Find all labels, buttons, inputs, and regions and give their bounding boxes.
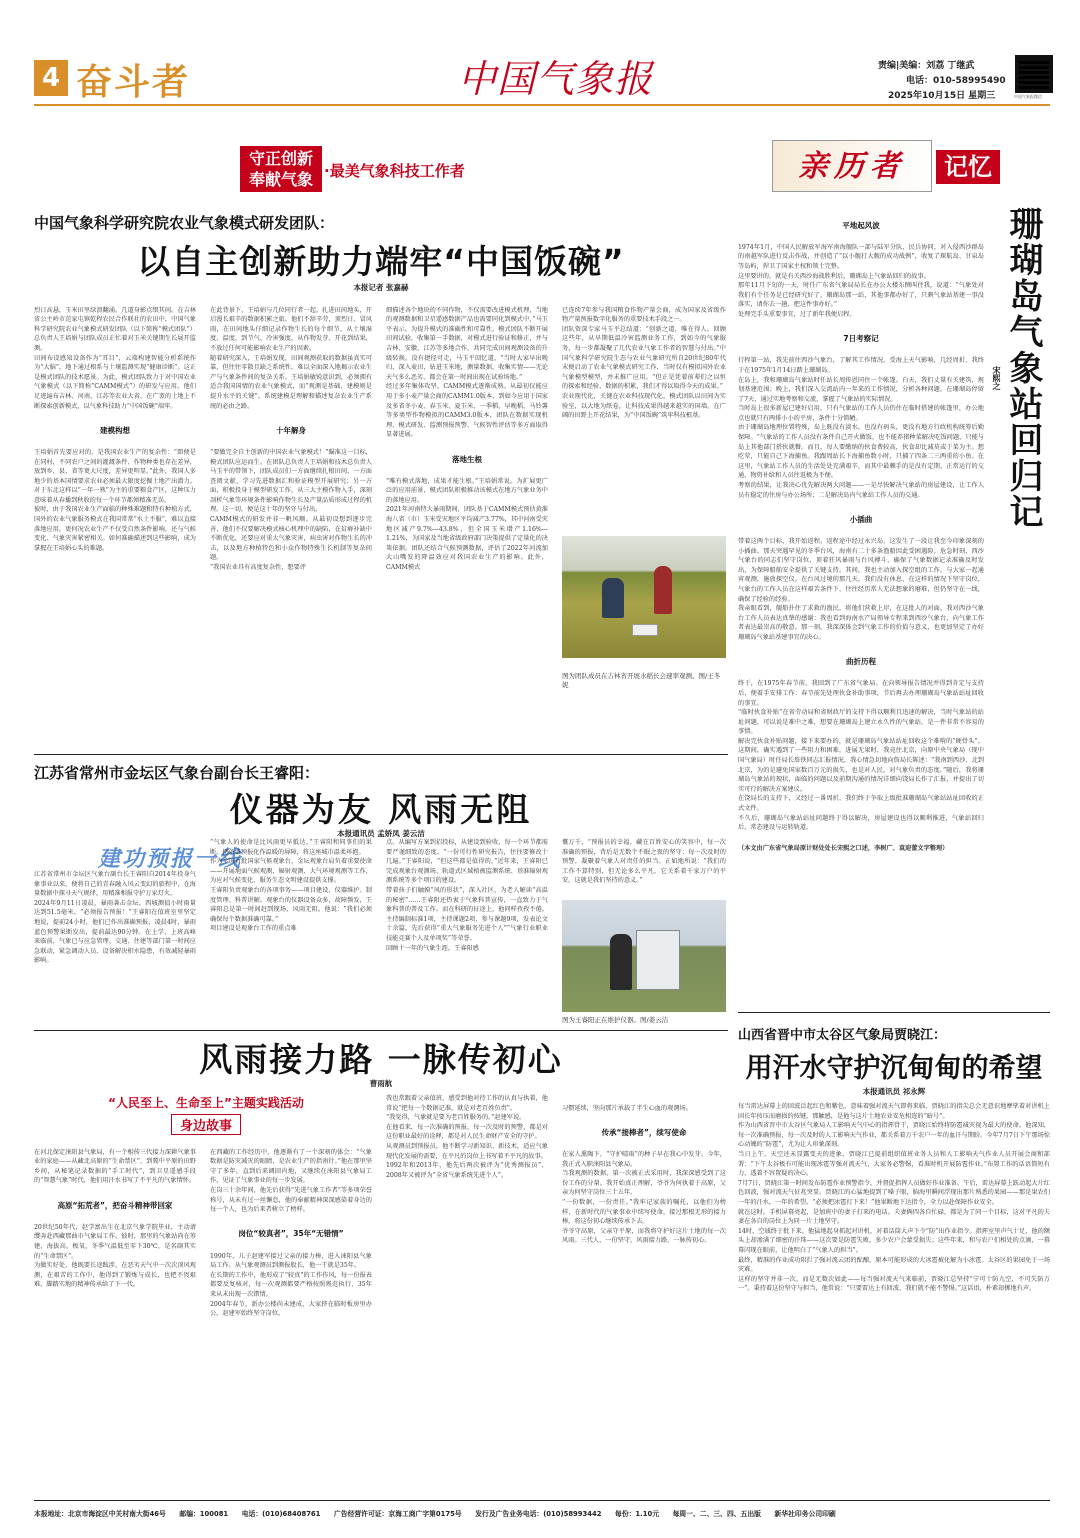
technician-figure bbox=[610, 934, 632, 990]
byline: 曹雨航 bbox=[369, 1079, 393, 1088]
column-4: 慨万千，“预报员的幸福，藏在百姓安心的笑容中，每一次准确的预报，背后是无数个不眠之夜的坚守；每一次及时的预警，凝聚着气象人对责任的担当。正如地所说：“我们的工作不算特别，但无论多么平凡，它关系着千家万户的平安。这就是我们坚持的意义。” bbox=[562, 839, 726, 885]
series-badge: 守正创新 奉献气象 bbox=[240, 146, 322, 192]
memoir-banner bbox=[772, 140, 1012, 194]
byline: 本报通讯员 祁永辉 bbox=[862, 1087, 926, 1096]
banner-title: 亲历者 bbox=[772, 140, 932, 192]
memoir-subhead-c: 小插曲 bbox=[849, 514, 873, 524]
column-1: 江苏省常州市金坛区气象台副台长王睿阳自2014年投身气象事业以来，便将自己的青春融入风云变幻的旅程中，在海量数据中探寻天气规律，用精准相报守护万家灯火。 2024年9月11日凌晨，暴雨袭击金坛。西城测值小时雨量达到51.5毫米。“必须报告预报！”王睿阳在值班室里坚定地说，提前24小时，他们已作出准确预报，凌晨4时，暴雨蓝色预警果断发出，提前最达90分钟。在上学、上班高峰来临前，气象已与应急管理、交通、住建等部门第一时间应急联动，紧急调动人员、设备解决积水隐患，有效减轻暴雨影响。 bbox=[34, 871, 196, 965]
kicker: 山西省晋中市太谷区气象局贾晓江： bbox=[738, 1028, 947, 1043]
article-three-generations bbox=[34, 1034, 728, 1494]
series-subtitle: 身边故事 bbox=[171, 1114, 241, 1135]
subhead-1: 建模构想 bbox=[100, 425, 130, 435]
series-title: ·最美气象科技工作者 bbox=[324, 162, 465, 180]
footer: 本报地址：北京市海淀区中关村南大街46号 邮编：100081 电话：(010)68408761 广告经营许可证：京海工商广字第0175号 发行及广告业务电话：(010)58993442 每份：1.10元 每周一、二、三、四、五出版 新华社印务公司印刷 bbox=[34, 1510, 836, 1518]
series-banner: 建功预报一线 bbox=[98, 847, 243, 872]
subhead-1: 高原“拓荒者”，把奋斗精神带回家 bbox=[57, 1200, 173, 1210]
editor-info: 责编|美编：刘荔 丁继武 bbox=[878, 61, 975, 71]
memoir-note: （本文由广东省气象局原计财处处长宋熙之口述，李树广、袁迎蕾文字整理） bbox=[738, 845, 949, 853]
headline: 用汗水守护沉甸甸的希望 bbox=[745, 1053, 1043, 1084]
researcher-figure bbox=[654, 566, 672, 614]
series-banner bbox=[64, 1094, 348, 1134]
phone-info: 电话：010-58995490 bbox=[906, 76, 1006, 86]
column-2: “气象人的使命是比风雨更早抵达。”王睿阳和同事们的果断，把条条预报化作温暖的屏障，将这座城市温柔环抱。 作为全国首批国家气候观象台，金坛观象台肩负着重要使命——开展地面气候观测、辐射观测、大气环境观测等工作，为应对气候变化、服务生态文明建设提供支撑。 王睿阳负责观象台的各项事务——项目建设、仪器维护、制度管理、科普讲解。观象台的仪器设备众多，故障频发，王睿阳总是第一时间赶到现场，风雨无阻。他说：“我们必须确保每个数据准确可靠。” 项目建设是观象台工作的重点难 bbox=[210, 839, 372, 933]
qr-caption: 中国气象报微信 bbox=[1014, 94, 1042, 99]
article-modeling-team bbox=[34, 112, 728, 689]
headline: 仪器为友 风雨无阻 bbox=[229, 790, 533, 829]
column-4: 习惯延续，坚向那片承载了半生心血的观测场。 传承“接棒者”，续写使命 在家人熏陶下，“守护晴雨”的种子早在我心中发芽。今年，我正式入职涞阳县气象局。 当我观测的数据，第一次被正式采用时，我深深感受到了这份工作的分量。我开始真正理解，爷爷为何执着于高原，父亲为何坚守岗位三十五年。 “一份数据，一份责任。”我牢记家族的嘱托，以他们为榜样，在新时代的气象事业中续写使命，接过那根无形的接力棒，将这份初心继续传承下去。 爷爷守高原，父亲守平原，而我将守护好这片土地的每一次风雨。三代人，一份坚守，风雨接力路，一脉传初心。 bbox=[562, 1104, 726, 1245]
qr-code-icon bbox=[1016, 56, 1052, 92]
photo-caption: 图为团队成员在吉林省开展水稻长会速率观测。图/王冬妮 bbox=[562, 672, 721, 689]
instrument-photo bbox=[562, 900, 726, 1012]
memoir-subhead-d: 曲折历程 bbox=[846, 657, 876, 667]
memoir-author: 宋熙之 bbox=[992, 366, 1001, 390]
banner-subtitle: 记忆 bbox=[936, 150, 1000, 184]
subhead-2: 十年解身 bbox=[276, 425, 306, 435]
column-3: 细描述各个地块的不同作物，不仅需要改进模式机理，当地的观测数据和卫星遥感数据产品也需要同化到模式中，”马玉平表示。为提升模式的准确性和可靠性，模式团队不断开展田间试验，收集第一手数据，对模式进行验证和修正，并与吉林、安徽、江苏等多地合作，共同完成田间观测设备的升级转换。没有捷径可走，马玉平回忆道，“当时大家早出晚归，深入麦田，钻进玉米地，测量数据，收集实情——无论天气多么恶劣，都会在第一时间出现在试验场地。” 经过多年集体攻坚，CAMM模式逐渐成熟。从最初仅能应用于多小麦产量会商的CAMM1.0版本，到如今应用于国家及多省冬小麦、春玉米、夏玉米、一季稻、早晚稻、马铃薯等多类型作物模拟的CAMM3.0版本，团队在数据实现机理、模式研发、监测预报预警、气候智性评估等多方面取得显著进展。 落地生根 “唯有模式落地，成果才能生根。”王培娟常说。为扩展更广泛的应用前景，模式团队积极推动该模式在地方气象业务中的落地应用。 2021年河南特大暴雨期间，团队基于CAMM模式预估黄淮海八省（市）玉米受灾地区平均减产3.77%，其中河南受灾地区减产9.7%—43.8%，但全国玉米增产1.16%—1.21%，为国家及当地省级政府部门决策提供了定量化的决策依据。团队还结合气候预测数据，评估了2022年河流加大山嘴发的降温效应对我国农业生产的影响。此外，CAMM模式 bbox=[386, 306, 548, 572]
byline: 本报通讯员 孟娇凤 姜云洁 bbox=[337, 829, 425, 838]
researcher-figure bbox=[602, 578, 624, 618]
page-number-badge: 4 bbox=[34, 60, 68, 96]
article-wang-ruiyang bbox=[34, 758, 728, 1024]
field-photo bbox=[562, 536, 726, 658]
subhead-3: 落地生根 bbox=[452, 454, 482, 464]
masthead-rule bbox=[34, 104, 1050, 106]
column-3: 点。从编写方案到招投标，从建设到验收，每一个环节都需要严谨细致的态度。“一份可行性研究报告，往往要修改十几遍。”王睿阳说，“但这些都是值得的。”近年来，王睿阳已完成观象台观测场、轨道式区域植被监测系统、基准辐射观测系统等多个项目的建设。 带着孩子们触摸“风的形状”，深入社区，为老人解读“高温的秘密”……王睿阳还热衷于气象科普宣传，一直致力于气象科普的普及工作。而在科研的征途上，他同样孜孜不倦。主持编制标准1项，主持课题2项，参与课题9项，发表论文十余篇，先后获得“重大气象服务先进个人”“气象行业职业技能竞赛个人及单项奖”等荣誉。 回顾十一年的气象生涯，王睿阳感 bbox=[386, 839, 548, 952]
subhead-4: 传承“接棒者”，续写使命 bbox=[601, 1127, 687, 1137]
article-jia-xiaojiang bbox=[738, 1018, 1050, 1492]
kicker: 江苏省常州市金坛区气象台副台长王睿阳： bbox=[34, 764, 320, 782]
divider bbox=[34, 1030, 728, 1031]
column-1: 在河北保定涞阳县气象局，有一个相传三代接力深耕气象事业的家庭——从藏北高原的“生命禁区”，到冀中平原的田野乡间，从秘笔记录数据的“手工时代”，到卫星遥感手段的“智慧气象”时代，他们用汗水书写了不平凡的气象情怀。 高原“拓荒者”，把奋斗精神带回家 20世纪50年代，赵学富出生在北京气象学院毕业，主动请缨奔赴西藏那曲市气象局工作。彼时，那里的气象站尚在筹建，海拔高，极氧，冬季气温低至零下30℃，是名副其实的“生命禁区”。 为做实好处，他既要长途跋涉，在恶劣天气中一次次顶风观测，在艰苦的工作中，他得到了锻炼与成长，也把不畏艰难、脚踏实地的精神传承给了下一代。 bbox=[34, 1148, 196, 1289]
masthead bbox=[0, 0, 1080, 108]
memoir-text: 平地起风波 1974年1月，中国人民解放军海军南海舰队一部与陆军分队、民兵协同，对入侵西沙群岛的南越军队进行反击作战，并创造了“以小舰打大舰的成功战例”，收复了琛航岛、甘泉岛等岛屿，捍卫了国家主权和领土完整。 这里要讲的，就是有关西沙海战胜利后，珊瑚岛上气象站回归的故事。 那年11月下旬的一天，时任广东省气象局局长在办公大楼东侧叫住我，说道：“气象处对我们有个任务是已经研究好了，珊瑚岛那一站，其他事都办好了，只剩气象站基建一事没落实，请你去一趟，把这件事办好。” 处理完手头重要事宜，过了新年我便启程。 7日考察记 行程第一站，我先前往西沙气象台，了解其工作情况。受海上天气影响，几经周折，我终于在1975年1月14日踏上珊瑚岛。 在岛上，我和珊瑚岛气象站时任站长周传恩同住一个帐篷。白天，我们丈量有关建筑，规划基建范围；晚上，我们深入交流站内一年来的工作情况，分析各种问题。在珊瑚岛停留了7天，通过实地考察和交流，掌握了气象站的实际情况。 当时岛上很多新屋已建好启用，只有气象站的工作人员仍住在临时搭建的帐篷里，办公地点也就只有两排小小的平房，条件十分简陋。 由于珊瑚岛地理位置特殊，岛上既没有淡水，也没有码头，更没有地方行政机构统筹后勤保障。“气象站的工作人员没有条件自己开火做饭，也不能养猪种菜解决吃饭问题，只能与岛上其他部门搭伙就餐。而且，每人要缴纳的伙食费较高，伙食却比减莫或于菜为主。想吃荤，只能自己下海捕鱼。我跟周站长下海捕鱼数小时，只捕了四条二三两重的小鱼。在这里，气象站工作人员的生活处处充满艰辛，而其中最棘手的是没有定期、正常运行的交通，物资补给和人员往返极为不便。 考察的结果，让我决心优先解决两大问题——一是尽快解决气象站的房屋建设，让工作人员有稳定的住房与办公场所；二是解决岛内气象站工作人员的交通。 小插曲 带着这两个目标，我开始返程。返程途中经过永兴岛，这发生了一段让我至今印象深刻的小插曲。那天突遇罕见的冬季台风，海南有二十多条渔船因此受困遇险。危急时刻，西沙气象台的同志们坚守岗位，顶着狂风暴雨与台风搏斗，确保了气象数据记录准确及时发出，为保障船舶安全提供了关键支持。其间，我也主动加入探空组的工作，与大家一起通宵观测，施放探空仪。在台风过境的那几天，我们没有休息，在这样的情况下坚守岗位，气象台的工作人员在这样艰苦条件下，往往经历常人无法想象的磨难，但仍坚守在一线，确保了经验的经验。 我亲眼看到，舰船扑住了求救的渔民，将他们营救上岸，在这批人的对面，我对西沙气象台工作人员表达真挚的感谢：我也看到海南水产局领导专程来到西沙气象台，向气象工作者表达最崇高的敬意。那一刻，我深深体会到气象工作的价值与意义，也更加坚定了办好珊瑚岛气象站基建事宜的决心。 曲折历程 终于，在1975年春节前，我回到了广东省气象局。在向领导报告情况并得到肯定与支持后，便着手安排工作：春节前先处理伙食补助事项，节后再去办理珊瑚岛气象站站址回收的事宜。 “临时伙食补贴”在省劳动局和省财政厅的支持下得以顺利且迅速的解决，当时气象站的站址问题，可以说是难中之难，想要在珊瑚岛上建立永久性的气象站，是一件非常不容易的事情。 解决完伙食补贴问题，接下来要办的，就是珊瑚岛气象站站址回收这个难啃的“硬骨头”。这期间，确实遇到了一些阻力和困难，进展无果时，我竟住北京，向原中央气象局（现中国气象局）时任局长詹铁同志汇报情况，我心情急切地向詹局长陈述：“我南到西沙，北到北京，为的是避免国家数百万元的损失，也是对人民，对气象负责的态度。”随后，我将珊瑚岛气象站的现状，面临的问题以及前期沟通的情况详细向饶局长作了汇报，并提出了切实可行的解决方案建议。 在饶局长的支持下，又经过一番周折，我们终于争取上级批准珊瑚岛气象站站址回收的正式文件。 不久后，珊瑚岛气象站站址问题终于得以解决，房屋建设也得以顺利推进，气象站回归后，常态建设与运转轨道。 （本文由广东省气象局原计财处处长宋熙之口述，李树广、袁迎蕾文字整理） bbox=[738, 220, 984, 853]
footer-rule bbox=[34, 1500, 1050, 1501]
divider bbox=[34, 754, 728, 755]
memoir-subhead-a: 平地起风波 bbox=[842, 220, 880, 230]
column-2: 在此背景下，王培娟与几位同行者一起，扎进田间地头，开启漫长艰辛的数据积累之旅。他们不辞辛劳，顶烈日、冒风雨，在田间地头仔细记录作物生长的每个细节，从土壤湿度、温度，到节气、冷害强度，从作物发芽、开花到结果，不放过任何可能影响农业生产的因素。 随着研究深入，王培娟发现，田间观测获取的数据虽真实可靠，但往往零散且缺乏系统性，难以全面深入地揭示农业生产与气象条件间的复杂关系。王培娟敏锐意识到，必须拥有适合我国国情的农业气象模式，而“观测是基础、建模则是提升水平的关键”。系统建模是理解和描述复杂农业生产系统的必由之路。 十年解身 “要做完全自主创新的中国农业气象模式！”瞄准这一目标，模式团队应运而生。在团队总负责人王培娟和技术总负责人马玉平的带领下，团队成员们一方面继续扎根田间，一方面查阅文献、学习先进数据汇和验证模型开展研究；另一方面，积极投身于模型研发工作，从三大主模作物入手，深刻剖析气象等环境条件影响作物生长及产量品质形成过程的机理。这一切，便是这十年的坚守与付出。 CAMM模式的研发并非一帆风顺。从最初设想到逐步完善，他们不仅要解决模式核心机理中的缺陷，在贫瘠补缺中不断优化，还要应对重大气象灾害，病虫害对作物生长的冲击，以及地方种植特色和小众作物特殊生长机制等复杂问题。 “我国农业具有高度复杂性，想要评 bbox=[210, 306, 372, 572]
memoir-subhead-b: 7日考察记 bbox=[843, 334, 879, 344]
equipment-case bbox=[632, 624, 658, 636]
column-3: 我也常跟着父亲值班，感受到他对待工作的认真与执着，他常说“把每一个数据记准，就是对老百姓负责”。 “我觉得，气象就是要为老百姓服务的。”赵建军说。 在他看来，每一次准确的预报，每一次及时的预警，都是对这份职业最好的诠释，都是对人民生命财产安全的守护。 从观测员到预报员，他不断学习新知识、新技术，适应气象现代化发展的需要，在平凡的岗位上书写着不平凡的故事。 1992年和2013年，他先后两次被评为“优秀测报员”，2008年又被评为“全省气象系统先进个人”。 bbox=[386, 1095, 548, 1179]
divider bbox=[738, 1012, 1050, 1013]
headline: 风雨接力路 一脉传初心 bbox=[199, 1040, 563, 1079]
kicker: 中国气象科学研究院农业气象模式研发团队： bbox=[34, 214, 335, 232]
article-text: 每当雷达屏幕上的回波泛起红色和紫色，意味着强对流天气即将来临，贾晓江的指尖总会无意识地摩挲着对讲机上固长年按压而磨损的按键，那触感，是他与这片土地农业安危相连的“暗号”。 作为山西省晋中市太谷区气象局人工影响天气中心的指挥骨干，贾晓江始终将防雹减灾视为最大的使命。他深知，每一次准确预报，每一次及时的人工影响天气作业，都关系着万千农户一年的血汗与期盼。今年7月7日下午那场惊心动魄的“防雹”，尤为让人印象深刻。 当日上午，天空还未显露变天的迹象，贾晓江已提前组织值班业务人员和人工影响天气作业人员开展会商和部署：“下午太谷极有可能出现冰雹等强对流天气，大家务必警惕，看准时机开展防雹作业。”布置工作的话语简短有力，透着不容置疑的决心。 7月7日，贾晓江第一时间发布防雹作业预警指令，并督促指挥人员做好作业准备。午后，雷达屏幕上跃动起大片红色回波，强对流天气征兆突显。贾晓江的心猛地提到了嗓子眼，脑海里瞬间浮现出那片熟悉的果园——那是果农们一年的汗水，一年的希望。“必须把冰雹打下来！”他果断地下达指令，全力以赴保障作业安全。 就在这时，手机屏幕亮起，是加班中的妻子打来的电话。夫妻俩四各自忙碌，都是为了同一个目标，这对平凡的夫妻在各自的岗位上为同一片土地坚守。 14时，空域终于批下来。他猛地起身抓起对讲机，对着话筒大声下令“防”出作业指令。指挥室里声气十足，他的额头上却渗满了细密的汗珠——这次要是防雹失败，多少农户会蒙受损失；这些年来，和与农户们相处的点滴，一幕幕闪现在眼前，让他明白了“气象人的担当”。 最终，精准的作业成功阻拦了强对流云团的酝酿，原本可能形成的大冰雹被化解为小冰雹。太谷区的果园免于一场灾难。 这样的坚守并非一次，而是无数次如此——每当强对流天气来临前，贾晓江总坚持“宁可十防九空，不可失防万一”。秉持着这份坚守与担当，他常说：“只要雷达上有回波，我们就不能不警惕。”这话语，朴素却掷地有声。 bbox=[738, 1103, 1050, 1293]
column-2: 在西藏的工作经历中，他逐渐有了一个深刻的体会：“气象数据是防灾减灾的眼睛，是农业生产的指南针。”他在那里坚守了多年，直到后来调回内地，又继续在涞阳县气象局工作，见证了气象事业的每一步发展。 在岗三十余年间，他先后获得“先进气象工作者”等多项荣誉称号，从未有过一丝懈怠，他的奉献精神深深感染着身边的每一个人，也为后来者树立了榜样。 岗位“较真者”，35年“无错情” 1990年，儿子赵建军接过父亲的接力棒，进入涞阳县气象局工作。从气象观测员到测报股长，他一干就是35年。 在长期的工作中，他形成了“较真”的工作作风，每一份报表都要反复核对，每一次观测都要严格按照规范执行，35年来从未出现一次错情。 2004年春节，新办公楼尚未建成，大家挤在临时板房里办公，赵建军始终坚守岗位。 bbox=[210, 1148, 372, 1318]
article-coral-island bbox=[738, 140, 1050, 1006]
column-4: 已连续7年参与我国粮食作物产量会商，成为国家及省级作物产量预报数字化服务的重要技术手段之一。 团队资深专家马玉平总结道：“创新之道，唯在得人。回顾这些年，从早期低温冷害监测业务工作，到如今的气象服务，每一步都凝聚了几代农业气象工作者的智慧与付出。”中国气象科学研究院生态与农业气象研究所自20世纪80年代末便启动了农业气象模式研究工作，当时仅有模拟国外农业气象模型模型，并未推广应用。“但正是凭着前辈们之以恒的探索和经验、数据的积累，我们才得以取得今天的成果。” 农业现代化，关键在农业科技现代化。模式团队以田间为实验室，以大地为纸卷，让科技成果得越来越实的国墙。在广阔的田野上开花结果，为“中国饭碗”筑牢科技根基。 bbox=[562, 306, 726, 420]
series-title: “人民至上、生命至上”主题实践活动 bbox=[108, 1096, 304, 1110]
photo-caption: 图为王睿阳正在维护仪器。图/姜云洁 bbox=[562, 1016, 669, 1024]
issue-date: 2025年10月15日 星期三 bbox=[888, 91, 996, 101]
byline: 本报记者 张嘉赫 bbox=[353, 283, 409, 292]
section-title: 奋斗者 bbox=[76, 61, 191, 103]
subhead-2: 岗位“较真者”，35年“无错情” bbox=[238, 1229, 344, 1239]
memoir-headline: 珊瑚岛气象站回归记 bbox=[1003, 206, 1043, 530]
paper-logo: 中国气象报 bbox=[458, 57, 654, 101]
column-1: 烈日高悬，玉米田里绿浪翻涌。几道身影点缀其间。在吉林省公主岭市范家屯镇乾程农民合作联社的农田中，中国气象科学研究院农业气象模式研发团队（以下简称“模式团队”）总负责人王培娟与团队成员正忙着对玉米关键期生长展开监测。 田间布设感知设备作为“耳目”，云端构建智能分析系统作为“大脑”，地下通过根系与土壤监测实现“健康诊断”。这正是模式团队的技术愿景。为此，模式团队致力于对中国农业气象模式（以下简称“CAMM模式”）的研发与应用。他们足迹遍布吉林、河南、江苏等农业大省，在广袤的土地上不断探索创新模式，以气象科技助力“中国饭碗”端牢。 建模构想 王培娟首先要应对的，是我国农业生产的复杂性：“即便是在同村，不同农户之间的灌溉条件、作物种类也存在差异，放到乡、县，省等更大尺度，差异更明显。”此外，我国人多地少的基本国情要求农业必须最大限度挖掘土地产出潜力。对于东北这样以“一年一熟”为主的重要粮食产区，这种压力意味着从春播到秋收的每一个环节都须精准无误。 彼时，由于我国农业生产面临的种殊难题和特有种植方式，国外的农业气象服务模式在我国常常“水土不服”，难以直接落地应用。更何况农业生产不仅受自然条件影响，还与气候变化、气象灾害紧密相关。如何准确描述到这些影响，成为掌握在王培娟心头的难题。 bbox=[34, 306, 196, 552]
headline: 以自主创新助力端牢“中国饭碗” bbox=[137, 242, 625, 281]
instrument-cabinet bbox=[636, 930, 680, 990]
